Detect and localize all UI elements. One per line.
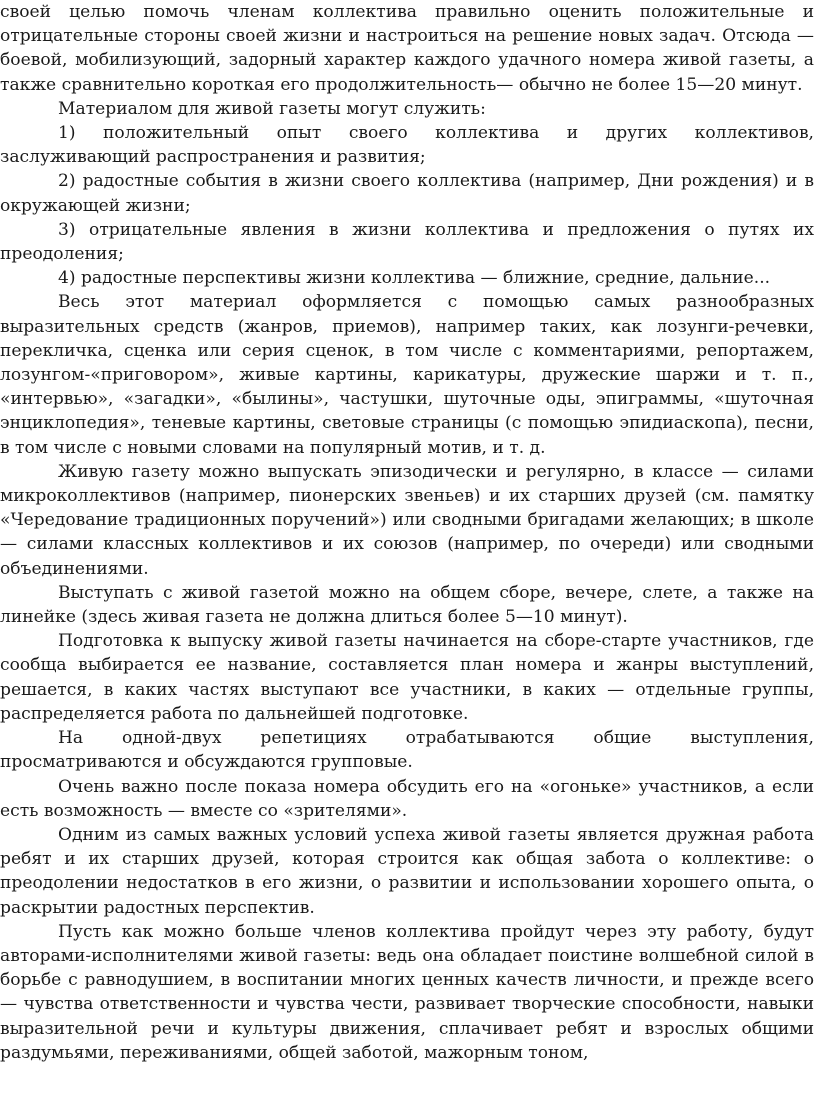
paragraph-preparation: Подготовка к выпуску живой газеты начинается на сборе-старте участников, где сообща выбирается ее название, составляется план номера и жанры выступлений, решается, в каких частях выступают все участники, в каких — отдельные группы, распределяется работа по дальнейшей подготовке. <box>0 631 814 724</box>
list-item-3: 3) отрицательные явления в жизни коллектива и предложения о путях их преодоления; <box>0 219 814 265</box>
list-item-1: 1) положительный опыт своего коллектива и других коллективов, заслуживающий распространения и развития; <box>0 123 814 168</box>
paragraph-continuation: своей целью помочь членам коллектива правильно оценить положительные и отрицательные стороны своей жизни и настроиться на решение новых задач. Отсюда — боевой, мобилизующий, задорный характер каждого удачного номера живой газеты, а также сравнительно короткая его продолжительность— обычно не более 15—20 минут. <box>0 2 814 95</box>
paragraph-performing: Выступать с живой газетой можно на общем сборе, вечере, слете, а также на линейке (здесь живая газета не должна длиться более 5—10 минут). <box>0 582 814 628</box>
paragraph-success-conditions: Одним из самых важных условий успеха живой газеты является дружная работа ребят и их старших друзей, которая строится как общая забота о коллективе: о преодолении недостатков в его жизни, о развитии и использовании хорошего опыта, о раскрытии радостных перспектив. <box>0 824 814 918</box>
paragraph-materials-intro: Материалом для живой газеты могут служить: <box>58 98 486 119</box>
paragraph-authors: Пусть как можно больше членов коллектива пройдут через эту работу, будут авторами-исполнителями живой газеты: ведь она обладает поистине волшебной силой в борьбе с равнодушием, в воспитании многих ценных качеств личности, и прежде всего — чувства ответственности и чувства чести, развивает творческие способности, навыки выразительной речи и культуры движения, сплачивает ребят и взрослых общими раздумьями, переживаниями, общей заботой, мажорным тоном, <box>0 921 814 1063</box>
paragraph-publishing: Живую газету можно выпускать эпизодически и регулярно, в классе — силами микроколлективов (например, пионерских звеньев) и их старших друзей (см. памятку «Чередование традиционных поручений») или сводными бригадами желающих; в школе — силами классных коллективов и их союзов (например, по очереди) или сводными объединениями. <box>0 461 814 579</box>
paragraph-discussion: Очень важно после показа номера обсудить его на «огоньке» участников, а если есть возможность — вместе со «зрителями». <box>0 776 814 821</box>
paragraph-rehearsals: На одной-двух репетициях отрабатываются общие выступления, просматриваются и обсуждаются групповые. <box>0 728 814 773</box>
list-item-2: 2) радостные события в жизни своего коллектива (например, Дни рождения) и в окружающей жизни; <box>0 171 814 216</box>
list-item-4: 4) радостные перспективы жизни коллектива — ближние, средние, дальние... <box>58 268 771 289</box>
paragraph-expressive-means: Весь этот материал оформляется с помощью самых разнообразных выразительных средств (жанров, приемов), например таких, как лозунги-речевки, перекличка, сценка или серия сценок, в том числе с комментариями, репортажем, лозунгом-«приговором», живые картины, карикатуры, дружеские шаржи и т. п., «интервью», «загадки», «былины», частушки, шуточные оды, эпиграммы, «шуточная энциклопедия», теневые картины, световые страницы (с помощью эпидиаскопа), песни, в том числе с новыми словами на популярный мотив, и т. д. <box>0 292 814 458</box>
